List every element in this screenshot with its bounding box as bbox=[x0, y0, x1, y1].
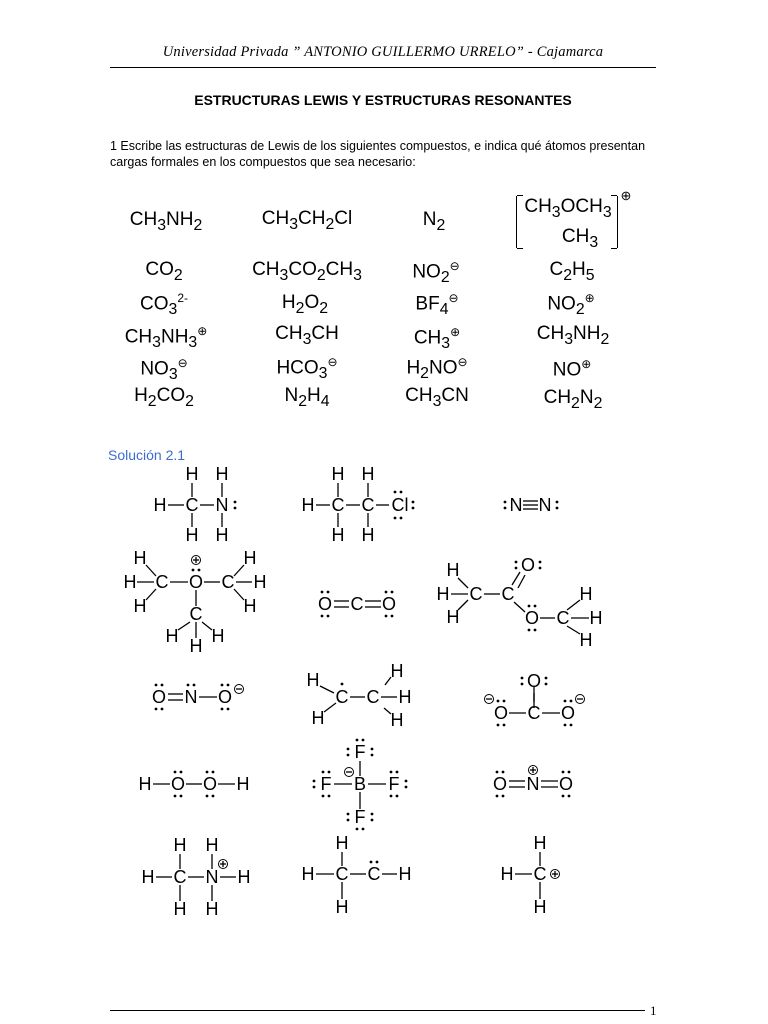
lone-pair-dot bbox=[180, 771, 183, 774]
lone-pair-dot bbox=[570, 724, 573, 727]
atom-h: H bbox=[253, 572, 267, 592]
lone-pair-dot bbox=[396, 795, 399, 798]
atom-h: H bbox=[133, 548, 147, 568]
lone-pair-dot bbox=[371, 754, 374, 757]
lone-pair-dot bbox=[212, 795, 215, 798]
formula-ch3ch: $CH_3CH$ bbox=[275, 323, 339, 348]
lone-pair-dot bbox=[227, 708, 230, 711]
bond bbox=[146, 589, 156, 600]
charge-plus-bracket: ⊕ bbox=[620, 188, 632, 203]
bond bbox=[518, 575, 525, 588]
atom-h: H bbox=[306, 670, 320, 690]
lone-pair-dot bbox=[370, 861, 373, 864]
lone-pair-dot bbox=[562, 771, 565, 774]
lone-pair-dot bbox=[371, 748, 374, 751]
lone-pair-dot bbox=[321, 615, 324, 618]
atom-c: C bbox=[367, 864, 381, 884]
lone-pair-dot bbox=[521, 683, 524, 686]
atom-f: F bbox=[320, 774, 332, 794]
atom-h: H bbox=[335, 833, 349, 853]
formula-hco3: $HCO_3^⊖$ bbox=[276, 355, 338, 383]
lone-pair-dot bbox=[371, 813, 374, 816]
atom-h: H bbox=[153, 495, 167, 515]
lone-pair-dot bbox=[206, 795, 209, 798]
lone-pair-dot bbox=[556, 507, 559, 510]
lone-pair-dot bbox=[545, 677, 548, 680]
atom-o: O bbox=[526, 671, 542, 691]
atom-h: H bbox=[446, 560, 460, 580]
atom-h: H bbox=[446, 607, 460, 627]
atom-c: C bbox=[173, 867, 187, 887]
lone-pair-dot bbox=[376, 861, 379, 864]
lone-pair-dot bbox=[327, 591, 330, 594]
lone-pair-dot bbox=[362, 739, 365, 742]
formula-co3: $CO_3^{2-}$ bbox=[140, 291, 188, 319]
atom-c: C bbox=[350, 594, 364, 614]
atom-h: H bbox=[579, 630, 593, 650]
atom-h: H bbox=[185, 464, 199, 484]
atom-c: C bbox=[533, 864, 547, 884]
atom-h: H bbox=[138, 774, 152, 794]
lone-pair-dot bbox=[192, 569, 195, 572]
lone-pair-dot bbox=[327, 615, 330, 618]
atom-c: C bbox=[556, 608, 570, 628]
lone-pair-dot bbox=[396, 771, 399, 774]
atom-h: H bbox=[243, 596, 257, 616]
atom-o: O bbox=[493, 703, 509, 723]
atom-h: H bbox=[243, 548, 257, 568]
atom-h: H bbox=[311, 708, 325, 728]
formula-ch2n2: $CH_2N_2$ bbox=[543, 387, 603, 412]
lone-pair-dot bbox=[347, 813, 350, 816]
lone-pair-dot bbox=[347, 748, 350, 751]
lone-pair-dot bbox=[534, 629, 537, 632]
formula-no2-minus: $NO_2^⊖$ bbox=[412, 259, 460, 287]
lone-pair-dot bbox=[390, 795, 393, 798]
atom-b: B bbox=[353, 774, 367, 794]
atom-c: C bbox=[221, 572, 235, 592]
lone-pair-dot bbox=[227, 684, 230, 687]
lone-pair-dot bbox=[328, 795, 331, 798]
lone-pair-dot bbox=[313, 786, 316, 789]
lone-pair-dot bbox=[394, 491, 397, 494]
atom-h: H bbox=[533, 897, 547, 917]
lone-pair-dot bbox=[528, 629, 531, 632]
bond bbox=[567, 600, 580, 610]
atom-h: H bbox=[237, 867, 251, 887]
lone-pair-dot bbox=[503, 724, 506, 727]
bond bbox=[567, 626, 580, 634]
atom-o: O bbox=[188, 572, 204, 592]
lone-pair-dot bbox=[174, 771, 177, 774]
lone-pair-dot bbox=[347, 754, 350, 757]
bond bbox=[458, 578, 468, 588]
lone-pair-dot bbox=[568, 771, 571, 774]
lone-pair-dot bbox=[562, 795, 565, 798]
atom-h: H bbox=[173, 835, 187, 855]
formula-no-plus: NO⊕ bbox=[552, 357, 592, 381]
atom-n: N bbox=[205, 867, 219, 887]
atom-c: C bbox=[366, 687, 380, 707]
formula-ch3ch2cl: $CH_3CH_2Cl$ bbox=[261, 208, 353, 233]
lone-pair-dot bbox=[564, 724, 567, 727]
atom-h: H bbox=[215, 525, 229, 545]
exercise-instructions: 1 Escribe las estructuras de Lewis de los siguientes compuestos, e indica qué átomos presentan cargas formales en los compuestos que sea necesario: bbox=[110, 139, 646, 169]
atom-o: O bbox=[492, 774, 508, 794]
formula-h2o2: $H_2O_2$ bbox=[281, 292, 329, 317]
atom-o: O bbox=[217, 687, 233, 707]
atom-cl: Cl bbox=[391, 495, 409, 515]
atom-c: C bbox=[335, 864, 349, 884]
atom-h: H bbox=[398, 687, 412, 707]
atom-c: C bbox=[189, 604, 203, 624]
lone-pair-dot bbox=[394, 517, 397, 520]
lone-pair-dot bbox=[502, 795, 505, 798]
atom-h: H bbox=[361, 464, 375, 484]
lone-pair-dot bbox=[556, 501, 559, 504]
atom-o: O bbox=[202, 774, 218, 794]
lone-pair-dot bbox=[391, 591, 394, 594]
atom-h: H bbox=[390, 661, 404, 681]
lone-pair-dot bbox=[534, 605, 537, 608]
formula-ch3nh2-b: $CH_3NH_2$ bbox=[536, 323, 610, 348]
lone-pair-dot bbox=[198, 569, 201, 572]
bond bbox=[512, 572, 520, 585]
footer-rule bbox=[110, 1010, 645, 1011]
formula-n2h4: $N_2H_4$ bbox=[284, 385, 330, 410]
lone-pair-dot bbox=[400, 491, 403, 494]
atom-n: N bbox=[184, 687, 198, 707]
lone-pair-dot bbox=[193, 684, 196, 687]
atom-h: H bbox=[185, 525, 199, 545]
atom-n: N bbox=[526, 774, 540, 794]
lone-pair-dot bbox=[321, 591, 324, 594]
atom-h: H bbox=[133, 596, 147, 616]
atom-c: C bbox=[155, 572, 169, 592]
lone-pair-dot bbox=[390, 771, 393, 774]
formula-bf4: $BF_4^⊖$ bbox=[415, 291, 459, 319]
atom-h: H bbox=[436, 584, 450, 604]
formula-ch3och3: $CH_3OCH_3$ bbox=[524, 196, 612, 221]
bond bbox=[514, 602, 525, 612]
lone-pair-dot bbox=[497, 700, 500, 703]
bond bbox=[385, 677, 391, 685]
lone-pair-dot bbox=[221, 708, 224, 711]
atom-h: H bbox=[361, 525, 375, 545]
lone-pair-dot bbox=[497, 724, 500, 727]
lone-pair-dot bbox=[568, 795, 571, 798]
lone-pair-dot bbox=[347, 819, 350, 822]
lone-pair-dot bbox=[161, 708, 164, 711]
lone-pair-dot bbox=[356, 739, 359, 742]
lone-pair-dot bbox=[362, 828, 365, 831]
formula-ch3co2ch3: $CH_3CO_2CH_3$ bbox=[252, 259, 362, 284]
lone-pair-dot bbox=[496, 795, 499, 798]
page-title: ESTRUCTURAS LEWIS Y ESTRUCTURAS RESONANTES bbox=[194, 92, 572, 108]
atom-h: H bbox=[211, 626, 225, 646]
atom-o: O bbox=[560, 703, 576, 723]
lone-pair-dot bbox=[328, 771, 331, 774]
atom-c: C bbox=[469, 584, 483, 604]
atom-h: H bbox=[589, 608, 603, 628]
formula-ch3nh3: $CH_3NH_3^\oplus$ bbox=[124, 324, 208, 352]
atom-h: H bbox=[123, 572, 137, 592]
lone-pair-dot bbox=[564, 700, 567, 703]
lone-pair-dot bbox=[412, 507, 415, 510]
lone-pair-dot bbox=[180, 795, 183, 798]
lone-pair-dot bbox=[313, 780, 316, 783]
lone-pair-dot bbox=[539, 561, 542, 564]
atom-c: C bbox=[185, 495, 199, 515]
lone-pair-dot bbox=[161, 684, 164, 687]
lone-pair-dot bbox=[539, 567, 542, 570]
formula-h2co2: $H_2CO_2$ bbox=[134, 385, 194, 410]
formula-no2-plus: $NO_2^\oplus$ bbox=[547, 291, 595, 319]
lone-pair-dot bbox=[221, 684, 224, 687]
atom-f: F bbox=[354, 742, 366, 762]
atom-h: H bbox=[331, 525, 345, 545]
bond bbox=[458, 600, 468, 610]
formula-h2no: $H_2NO^⊖$ bbox=[406, 355, 468, 383]
lone-pair-dot bbox=[521, 677, 524, 680]
lone-pair-dot bbox=[570, 700, 573, 703]
atom-h: H bbox=[331, 464, 345, 484]
lone-pair-dot bbox=[155, 708, 158, 711]
atom-h: H bbox=[205, 835, 219, 855]
lone-pair-dot bbox=[391, 615, 394, 618]
atom-f: F bbox=[388, 774, 400, 794]
atom-h: H bbox=[398, 864, 412, 884]
bond bbox=[146, 565, 156, 576]
lone-pair-dot bbox=[322, 771, 325, 774]
solution-label: Solución 2.1 bbox=[108, 447, 186, 463]
lone-pair-dot bbox=[504, 501, 507, 504]
atom-n: N bbox=[215, 495, 229, 515]
page-header: Universidad Privada ” ANTONIO GUILLERMO URRELO” - Cajamarca bbox=[162, 44, 604, 60]
lone-pair-dot bbox=[515, 561, 518, 564]
bond bbox=[202, 622, 212, 630]
atom-o: O bbox=[558, 774, 574, 794]
lone-pair-dot bbox=[528, 605, 531, 608]
atom-h: H bbox=[301, 495, 315, 515]
atom-h: H bbox=[390, 710, 404, 730]
formula-co2: $CO_2$ bbox=[145, 259, 183, 284]
lone-pair-dot bbox=[212, 771, 215, 774]
atom-h: H bbox=[335, 897, 349, 917]
lone-pair-dot bbox=[496, 771, 499, 774]
atom-h: H bbox=[141, 867, 155, 887]
atom-c: C bbox=[331, 495, 345, 515]
atom-h: H bbox=[533, 833, 547, 853]
atom-o: O bbox=[317, 594, 333, 614]
lone-pair-dot bbox=[385, 591, 388, 594]
lone-pair-dot bbox=[545, 683, 548, 686]
atom-h: H bbox=[173, 899, 187, 919]
lone-pair-dot bbox=[385, 615, 388, 618]
bond bbox=[324, 703, 336, 712]
atom-c: C bbox=[527, 703, 541, 723]
atom-h: H bbox=[500, 864, 514, 884]
formula-ch3-plus: $CH_3^\oplus$ bbox=[413, 325, 461, 353]
bond bbox=[178, 622, 190, 630]
lone-pair-dot bbox=[400, 517, 403, 520]
lone-pair-dot bbox=[515, 567, 518, 570]
lone-pair-dot bbox=[371, 819, 374, 822]
lone-pair-dot bbox=[322, 795, 325, 798]
bond bbox=[320, 686, 334, 693]
lone-pair-dot bbox=[405, 786, 408, 789]
atom-o: O bbox=[151, 687, 167, 707]
atom-h: H bbox=[165, 626, 179, 646]
atom-n: N bbox=[509, 495, 523, 515]
atom-o: O bbox=[170, 774, 186, 794]
lone-pair-dot bbox=[234, 501, 237, 504]
page-number: 1 bbox=[650, 1003, 657, 1018]
formula-ch3cn: $CH_3CN$ bbox=[405, 385, 469, 410]
lone-pair-dot bbox=[187, 684, 190, 687]
atom-o: O bbox=[381, 594, 397, 614]
formula-n2: $N_2$ bbox=[422, 209, 446, 234]
formula-ch3-branch: $CH_3$ bbox=[561, 226, 599, 251]
atom-c: C bbox=[501, 584, 515, 604]
lone-pair-dot bbox=[412, 501, 415, 504]
lone-pair-dot bbox=[405, 780, 408, 783]
atom-h: H bbox=[301, 864, 315, 884]
lone-pair-dot bbox=[502, 771, 505, 774]
lone-pair-dot bbox=[206, 771, 209, 774]
lone-pair-dot bbox=[503, 700, 506, 703]
atom-o: O bbox=[520, 555, 536, 575]
atom-h: H bbox=[205, 899, 219, 919]
bond bbox=[234, 589, 244, 600]
atom-h: H bbox=[236, 774, 250, 794]
lone-pair-dot bbox=[174, 795, 177, 798]
bond bbox=[234, 565, 244, 576]
atom-h: H bbox=[579, 584, 593, 604]
atom-n: N bbox=[538, 495, 552, 515]
formula-no3: $NO_3^⊖$ bbox=[140, 356, 188, 384]
atom-c: C bbox=[335, 687, 349, 707]
atom-f: F bbox=[354, 807, 366, 827]
atom-h: H bbox=[215, 464, 229, 484]
formula-c2h5: $C_2H_5$ bbox=[549, 259, 595, 284]
atom-o: O bbox=[524, 608, 540, 628]
lone-pair-dot bbox=[504, 507, 507, 510]
atom-h: H bbox=[189, 636, 203, 656]
formula-ch3nh2: $CH_3NH_2$ bbox=[129, 209, 203, 234]
radical-dot bbox=[341, 683, 344, 686]
lone-pair-dot bbox=[155, 684, 158, 687]
atom-c: C bbox=[361, 495, 375, 515]
lone-pair-dot bbox=[356, 828, 359, 831]
lone-pair-dot bbox=[234, 507, 237, 510]
